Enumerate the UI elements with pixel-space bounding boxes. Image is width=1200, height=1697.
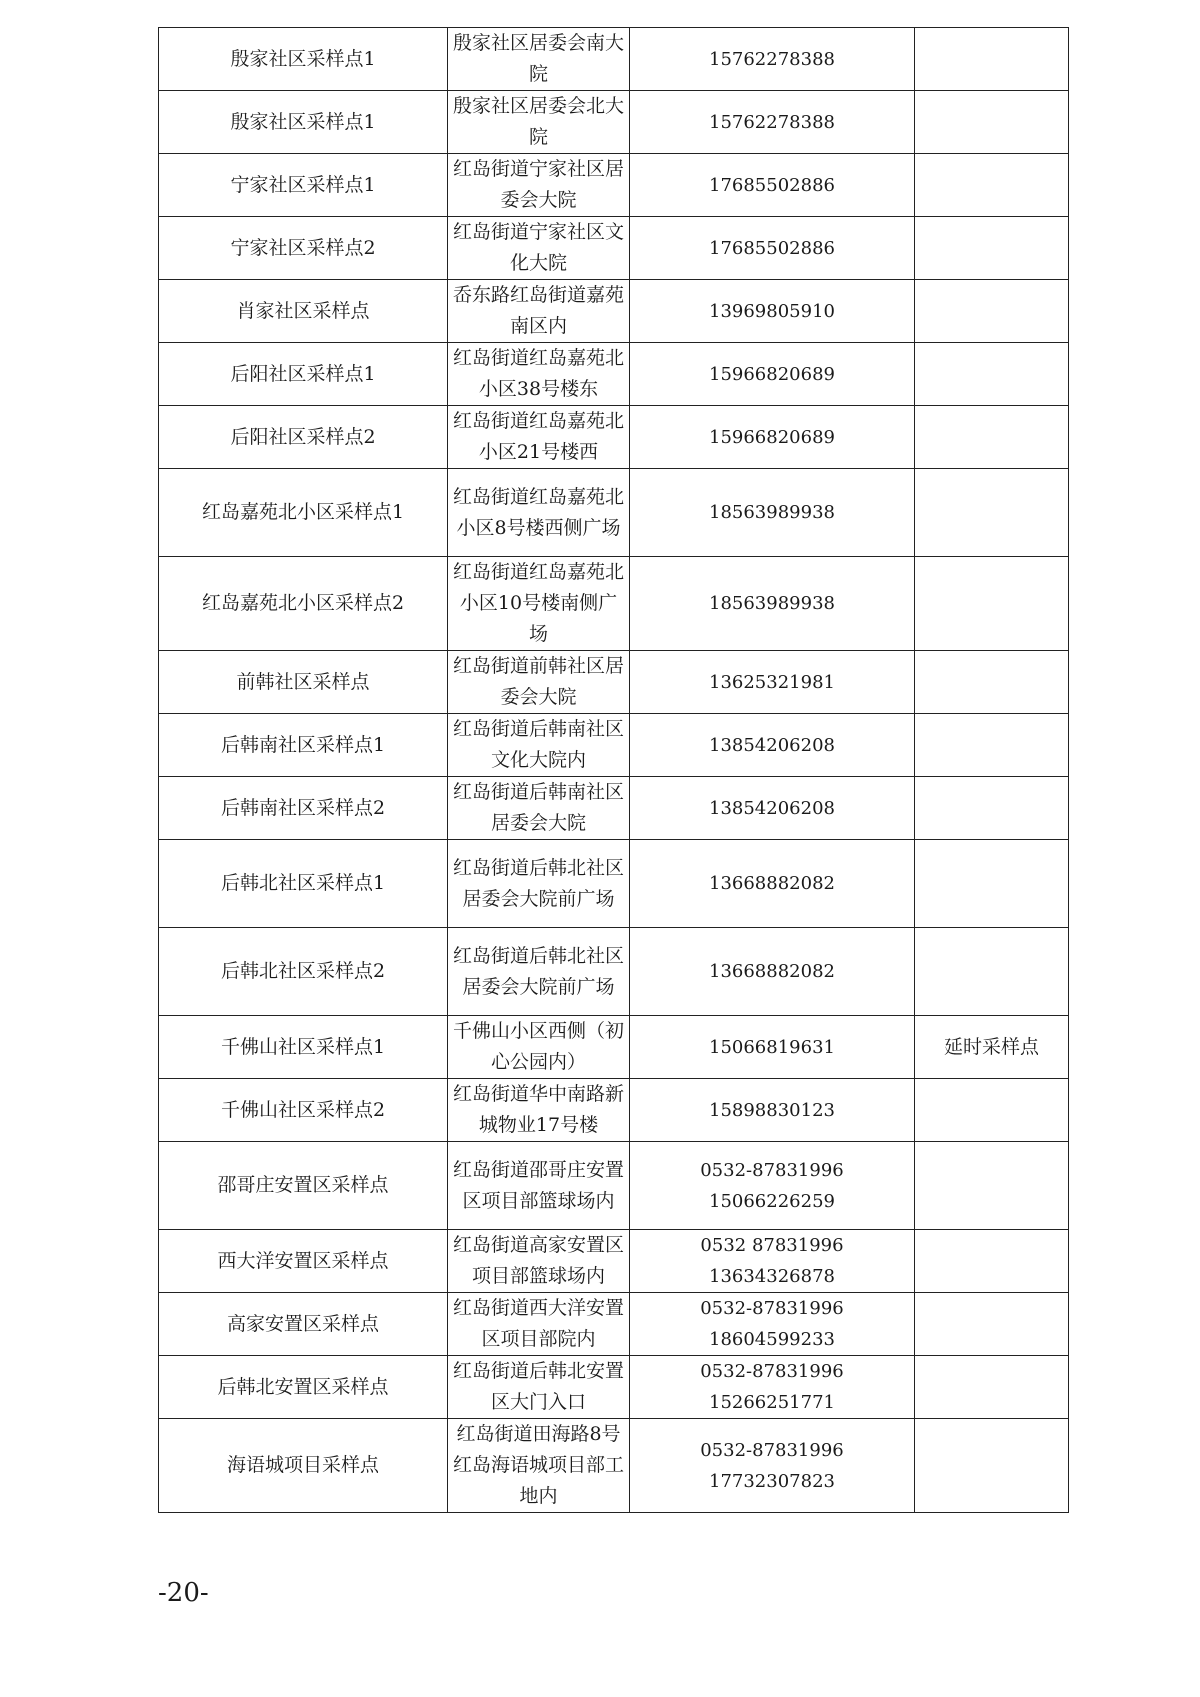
- site-address-cell: 红岛街道田海路8号红岛海语城项目部工地内: [448, 1419, 630, 1513]
- site-address-cell: 红岛街道后韩北社区居委会大院前广场: [448, 840, 630, 928]
- site-name-cell: 海语城项目采样点: [159, 1419, 448, 1513]
- site-name-cell: 后韩北社区采样点1: [159, 840, 448, 928]
- contact-phone-cell: 15898830123: [630, 1079, 915, 1142]
- note-cell: [915, 217, 1069, 280]
- site-address-cell: 红岛街道红岛嘉苑北小区21号楼西: [448, 406, 630, 469]
- table-row: [159, 217, 1069, 280]
- site-name-cell: 前韩社区采样点: [159, 651, 448, 714]
- contact-phone-cell: 0532-87831996 15266251771: [630, 1356, 915, 1419]
- contact-phone-cell: 15966820689: [630, 343, 915, 406]
- contact-phone-cell: 15762278388: [630, 91, 915, 154]
- site-address-cell: 千佛山小区西侧（初心公园内）: [448, 1016, 630, 1079]
- table-row: [159, 343, 1069, 406]
- note-cell: [915, 91, 1069, 154]
- note-cell: [915, 557, 1069, 651]
- note-cell: [915, 1356, 1069, 1419]
- note-cell: [915, 714, 1069, 777]
- contact-phone-cell: 15066819631: [630, 1016, 915, 1079]
- note-cell: [915, 1079, 1069, 1142]
- contact-phone-cell: 0532-87831996 17732307823: [630, 1419, 915, 1513]
- site-name-cell: 后阳社区采样点1: [159, 343, 448, 406]
- site-address-cell: 红岛街道高家安置区项目部篮球场内: [448, 1230, 630, 1293]
- contact-phone-cell: 0532-87831996 18604599233: [630, 1293, 915, 1356]
- table-row: [159, 1016, 1069, 1079]
- site-name-cell: 千佛山社区采样点1: [159, 1016, 448, 1079]
- site-address-cell: 殷家社区居委会南大院: [448, 28, 630, 91]
- table-row: [159, 1356, 1069, 1419]
- site-address-cell: 红岛街道后韩北安置区大门入口: [448, 1356, 630, 1419]
- site-address-cell: 殷家社区居委会北大院: [448, 91, 630, 154]
- note-cell: [915, 777, 1069, 840]
- contact-phone-cell: 0532-87831996 15066226259: [630, 1142, 915, 1230]
- site-name-cell: 邵哥庄安置区采样点: [159, 1142, 448, 1230]
- site-name-cell: 西大洋安置区采样点: [159, 1230, 448, 1293]
- note-cell: [915, 1293, 1069, 1356]
- contact-phone-cell: 15762278388: [630, 28, 915, 91]
- note-cell: [915, 154, 1069, 217]
- table-row: [159, 28, 1069, 91]
- table-row: [159, 1293, 1069, 1356]
- contact-phone-cell: 13969805910: [630, 280, 915, 343]
- site-address-cell: 红岛街道后韩北社区居委会大院前广场: [448, 928, 630, 1016]
- site-name-cell: 后韩南社区采样点1: [159, 714, 448, 777]
- site-name-cell: 后韩北社区采样点2: [159, 928, 448, 1016]
- table-row: [159, 280, 1069, 343]
- contact-phone-cell: 13668882082: [630, 840, 915, 928]
- table-row: [159, 406, 1069, 469]
- site-name-cell: 后阳社区采样点2: [159, 406, 448, 469]
- note-cell: [915, 469, 1069, 557]
- table-row: [159, 840, 1069, 928]
- contact-phone-cell: 13625321981: [630, 651, 915, 714]
- site-address-cell: 红岛街道华中南路新城物业17号楼: [448, 1079, 630, 1142]
- table-row: [159, 1079, 1069, 1142]
- site-address-cell: 红岛街道前韩社区居委会大院: [448, 651, 630, 714]
- site-address-cell: 红岛街道邵哥庄安置区项目部篮球场内: [448, 1142, 630, 1230]
- note-cell: [915, 343, 1069, 406]
- table-body: [159, 28, 1069, 1513]
- note-cell: [915, 280, 1069, 343]
- site-address-cell: 红岛街道后韩南社区文化大院内: [448, 714, 630, 777]
- site-name-cell: 宁家社区采样点2: [159, 217, 448, 280]
- table-row: [159, 1230, 1069, 1293]
- table-row: [159, 557, 1069, 651]
- site-name-cell: 后韩南社区采样点2: [159, 777, 448, 840]
- table-row: [159, 651, 1069, 714]
- note-cell: [915, 651, 1069, 714]
- contact-phone-cell: 18563989938: [630, 557, 915, 651]
- note-cell: 延时采样点: [915, 1016, 1069, 1079]
- site-address-cell: 红岛街道红岛嘉苑北小区8号楼西侧广场: [448, 469, 630, 557]
- site-address-cell: 红岛街道西大洋安置区项目部院内: [448, 1293, 630, 1356]
- site-name-cell: 后韩北安置区采样点: [159, 1356, 448, 1419]
- contact-phone-cell: 17685502886: [630, 217, 915, 280]
- note-cell: [915, 406, 1069, 469]
- contact-phone-cell: 13668882082: [630, 928, 915, 1016]
- contact-phone-cell: 15966820689: [630, 406, 915, 469]
- table-row: [159, 154, 1069, 217]
- site-address-cell: 红岛街道宁家社区文化大院: [448, 217, 630, 280]
- site-address-cell: 红岛街道宁家社区居委会大院: [448, 154, 630, 217]
- site-name-cell: 殷家社区采样点1: [159, 91, 448, 154]
- note-cell: [915, 928, 1069, 1016]
- page-number: -20-: [158, 1578, 209, 1608]
- site-name-cell: 宁家社区采样点1: [159, 154, 448, 217]
- site-name-cell: 千佛山社区采样点2: [159, 1079, 448, 1142]
- note-cell: [915, 1419, 1069, 1513]
- site-name-cell: 殷家社区采样点1: [159, 28, 448, 91]
- table-row: [159, 1142, 1069, 1230]
- contact-phone-cell: 13854206208: [630, 714, 915, 777]
- site-address-cell: 红岛街道后韩南社区居委会大院: [448, 777, 630, 840]
- contact-phone-cell: 17685502886: [630, 154, 915, 217]
- note-cell: [915, 28, 1069, 91]
- site-name-cell: 红岛嘉苑北小区采样点2: [159, 557, 448, 651]
- table-row: [159, 1419, 1069, 1513]
- note-cell: [915, 1142, 1069, 1230]
- site-name-cell: 红岛嘉苑北小区采样点1: [159, 469, 448, 557]
- note-cell: [915, 1230, 1069, 1293]
- table-row: [159, 928, 1069, 1016]
- note-cell: [915, 840, 1069, 928]
- table-row: [159, 469, 1069, 557]
- table-row: [159, 777, 1069, 840]
- site-name-cell: 肖家社区采样点: [159, 280, 448, 343]
- site-address-cell: 红岛街道红岛嘉苑北小区38号楼东: [448, 343, 630, 406]
- contact-phone-cell: 13854206208: [630, 777, 915, 840]
- contact-phone-cell: 0532 87831996 13634326878: [630, 1230, 915, 1293]
- sampling-sites-table: [158, 27, 1069, 1513]
- table-row: [159, 91, 1069, 154]
- table-row: [159, 714, 1069, 777]
- contact-phone-cell: 18563989938: [630, 469, 915, 557]
- site-address-cell: 岙东路红岛街道嘉苑南区内: [448, 280, 630, 343]
- site-address-cell: 红岛街道红岛嘉苑北小区10号楼南侧广场: [448, 557, 630, 651]
- site-name-cell: 高家安置区采样点: [159, 1293, 448, 1356]
